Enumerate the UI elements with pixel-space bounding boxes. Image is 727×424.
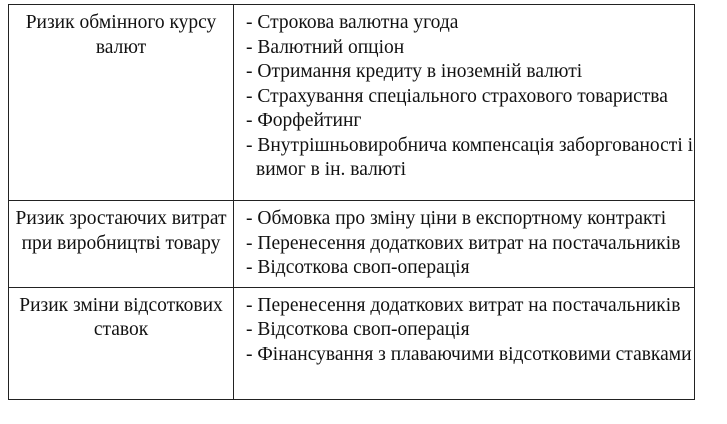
risk-name: Ризик обмінного курсу валют [25, 12, 217, 58]
method-item: - Перенесення додаткових витрат на постачальників [246, 232, 681, 254]
method-item: - Відсоткова своп-операція [246, 319, 470, 340]
method-item: - Страхування спеціального страхового товариства [246, 85, 668, 107]
method-item: - Обмовка про зміну ціни в експортному контракті [246, 208, 667, 229]
method-item: - Валютний опціон [246, 36, 405, 58]
table-row [9, 201, 695, 288]
method-item: - Фінансування з плаваючими відсотковими ставками [246, 343, 692, 365]
methods-cell [234, 201, 695, 288]
method-item: - Форфейтинг [246, 110, 362, 131]
method-list [246, 11, 694, 183]
method-item: - Отримання кредиту в іноземній валюті [246, 61, 583, 82]
method-item: - Перенесення додаткових витрат на постачальників [246, 294, 681, 316]
table-row [9, 5, 695, 201]
method-list [246, 207, 694, 281]
risk-methods-table [8, 4, 695, 400]
risk-name: Ризик зміни відсоткових ставок [19, 294, 223, 340]
risk-name-cell [9, 5, 234, 201]
method-list [246, 294, 694, 368]
method-item: - Відсоткова своп-операція [246, 257, 470, 278]
method-item: - Строкова валютна угода [246, 12, 459, 33]
table-row [9, 287, 695, 399]
method-item: - Внутрішньовиробнича компенсація заборгованості і вимог в ін. валюті [246, 134, 694, 180]
methods-cell [234, 287, 695, 399]
risk-name-cell [9, 287, 234, 399]
risk-name: Ризик зростаючих витрат при виробництві товару [15, 208, 227, 254]
methods-cell [234, 5, 695, 201]
risk-name-cell [9, 201, 234, 288]
